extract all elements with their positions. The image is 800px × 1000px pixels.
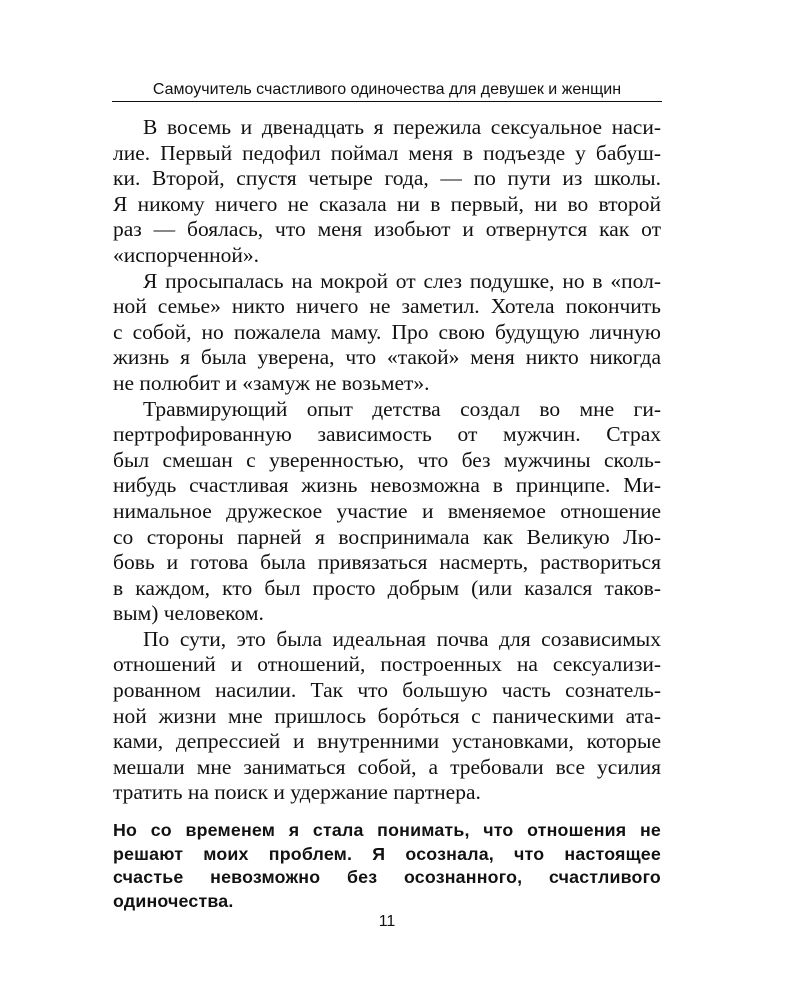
text-line: нимальное дружеское участие и вменяемое отношение (113, 498, 661, 523)
text-line: тратить на поиск и удержание партнера. (113, 780, 481, 805)
text-line: Травмирующий опыт детства создал во мне ги- (143, 396, 661, 421)
text-line: ки. Второй, спустя четыре года, — по пути из школы. (113, 166, 661, 191)
highlight-line: счастье невозможно без осознанного, счастливого (113, 867, 661, 887)
text-line: в каждом, кто был просто добрым (или казался таков- (113, 575, 661, 600)
body-text (113, 115, 661, 806)
highlighted-statement (113, 819, 661, 913)
running-header: Самоучитель счастливого одиночества для девушек и женщин (152, 81, 622, 98)
paragraph (113, 397, 661, 627)
text-line: был смешан с уверенностью, что без мужчины сколь- (113, 447, 661, 472)
text-line: рованном насилии. Так что большую часть сознатель- (113, 678, 661, 703)
highlight-line: одиночества. (113, 890, 234, 911)
text-line: ной жизни мне пришлось бoрóться с паническими ата- (113, 703, 661, 728)
text-line: бовь и готова была привязаться насмерть, раствориться (113, 550, 661, 575)
text-line: Я просыпалась на мокрой от слез подушке, но в «пол- (143, 268, 661, 293)
text-line: отношений и отношений, построенных на сексуализи- (113, 652, 661, 677)
paragraph (113, 115, 661, 269)
highlight-line: Но со временем я стала понимать, что отношения не (113, 820, 661, 840)
highlight-line: решают моих проблем. Я осознала, что настоящее (113, 843, 661, 864)
text-line: лие. Первый педофил поймал меня в подъезде у бабуш- (113, 140, 661, 165)
text-line: ками, депрессией и внутренними установками, которые (113, 729, 661, 754)
text-line: со стороны парней я воспринимала как Великую Лю- (113, 524, 661, 549)
text-line: По сути, это была идеальная почва для созависимых (143, 626, 661, 651)
paragraph (113, 269, 661, 397)
text-line: пертрофированную зависимость от мужчин. Страх (113, 422, 661, 447)
text-line: жизнь я была уверена, что «такой» меня никто никогда (113, 345, 661, 370)
text-line: В восемь и двенадцать я пережила сексуальное наси- (143, 115, 661, 139)
text-line: «испорченной». (113, 242, 260, 267)
text-line: вым) человеком. (113, 601, 264, 626)
text-line: с собой, но пожалела маму. Про свою будущую личную (113, 319, 661, 344)
text-line: не полюбит и «замуж не возьмет». (113, 370, 430, 395)
text-line: Я никому ничего не сказала ни в первый, ни во второй (113, 191, 661, 216)
page-number: 11 (378, 913, 396, 930)
paragraph (113, 627, 661, 806)
text-line: нибудь счастливая жизнь невозможна в принципе. Ми- (113, 473, 661, 498)
header-rule (112, 101, 662, 102)
text-line: раз — боялась, что меня изобьют и отвернутся как от (113, 217, 661, 242)
text-line: мешали мне заниматься собой, а требовали все усилия (113, 754, 661, 779)
text-line: ной семье» никто ничего не заметил. Хотела покончить (113, 294, 661, 319)
